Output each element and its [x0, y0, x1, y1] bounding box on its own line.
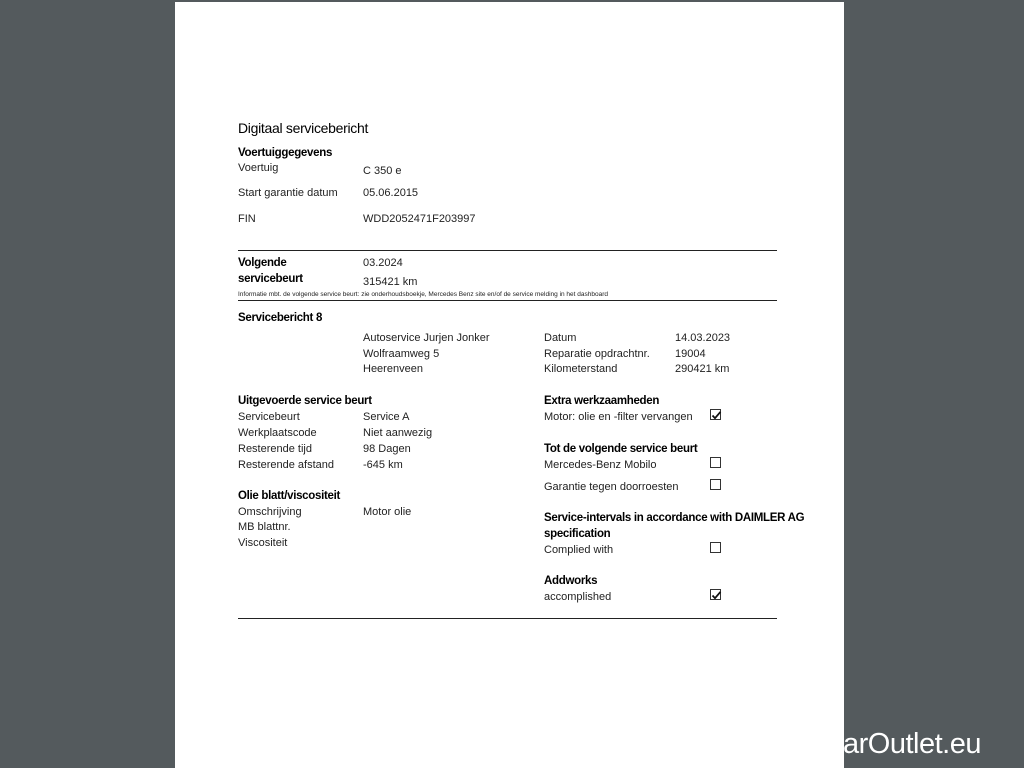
performed-label: Resterende afstand: [238, 459, 335, 471]
performed-value: -645 km: [363, 459, 403, 471]
warranty-start-label: Start garantie datum: [238, 187, 338, 199]
performed-label: Servicebeurt: [238, 411, 300, 423]
vehicle-section-heading: Voertuiggegevens: [238, 147, 333, 159]
performed-value: Service A: [363, 411, 410, 423]
extra-item: Motor: olie en -filter vervangen: [544, 411, 693, 423]
addworks-checkbox[interactable]: [710, 589, 721, 600]
intervals-checkbox[interactable]: [710, 542, 721, 553]
checkmark-icon: [711, 590, 722, 601]
vehicle-value: C 350 e: [363, 165, 402, 177]
fin-value: WDD2052471F203997: [363, 213, 476, 225]
watermark-text: arOutlet.eu: [843, 728, 981, 760]
oil-value: Motor olie: [363, 506, 412, 518]
order-value: 19004: [675, 348, 706, 360]
checkmark-icon: [711, 410, 722, 421]
intervals-item: Complied with: [544, 544, 614, 556]
oil-heading: Olie blatt/viscositeit: [238, 490, 341, 502]
divider: [238, 250, 777, 251]
watermark-logo: [818, 728, 981, 768]
order-label: Reparatie opdrachtnr.: [544, 348, 650, 360]
intervals-heading-2: specification: [544, 528, 611, 540]
performed-label: Resterende tijd: [238, 443, 312, 455]
document-title: Digitaal servicebericht: [238, 120, 369, 136]
next-service-label-1: Volgende: [238, 257, 287, 269]
date-label: Datum: [544, 332, 577, 344]
oil-label: MB blattnr.: [238, 521, 291, 533]
km-value: 290421 km: [675, 363, 730, 375]
until-next-item: Mercedes-Benz Mobilo: [544, 459, 657, 471]
vehicle-label: Voertuig: [238, 162, 279, 174]
addworks-item: accomplished: [544, 591, 612, 603]
oil-label: Viscositeit: [238, 537, 288, 549]
until-next-item: Garantie tegen doorroesten: [544, 481, 679, 493]
performed-value: Niet aanwezig: [363, 427, 433, 439]
document-page: [175, 2, 844, 768]
garage-street: Wolfraamweg 5: [363, 348, 440, 360]
oil-label: Omschrijving: [238, 506, 302, 518]
fin-label: FIN: [238, 213, 256, 225]
performed-heading: Uitgevoerde service beurt: [238, 395, 372, 407]
date-value: 14.03.2023: [675, 332, 731, 344]
intervals-heading-1: Service-intervals in accordance with DAIMLER AG: [544, 512, 805, 524]
extra-checkbox[interactable]: [710, 409, 721, 420]
next-service-label-2: servicebeurt: [238, 273, 303, 285]
mobilo-checkbox[interactable]: [710, 457, 721, 468]
performed-value: 98 Dagen: [363, 443, 411, 455]
addworks-heading: Addworks: [544, 575, 598, 587]
next-service-km: 315421 km: [363, 276, 418, 288]
extra-heading: Extra werkzaamheden: [544, 395, 660, 407]
divider: [238, 618, 777, 619]
warranty-start-value: 05.06.2015: [363, 187, 419, 199]
next-service-note: Informatie mbt. de volgende service beurt: zie onderhoudsboekje, Mercedes Benz site en/of de service melding in het dashboard: [238, 291, 608, 298]
until-next-heading: Tot de volgende service beurt: [544, 443, 698, 455]
next-service-date: 03.2024: [363, 257, 403, 269]
rust-warranty-checkbox[interactable]: [710, 479, 721, 490]
performed-label: Werkplaatscode: [238, 427, 317, 439]
garage-name: Autoservice Jurjen Jonker: [363, 332, 490, 344]
report-section-heading: Servicebericht 8: [238, 312, 323, 324]
logo-c-icon: [818, 731, 842, 755]
divider: [238, 300, 777, 301]
km-label: Kilometerstand: [544, 363, 618, 375]
garage-city: Heerenveen: [363, 363, 423, 375]
